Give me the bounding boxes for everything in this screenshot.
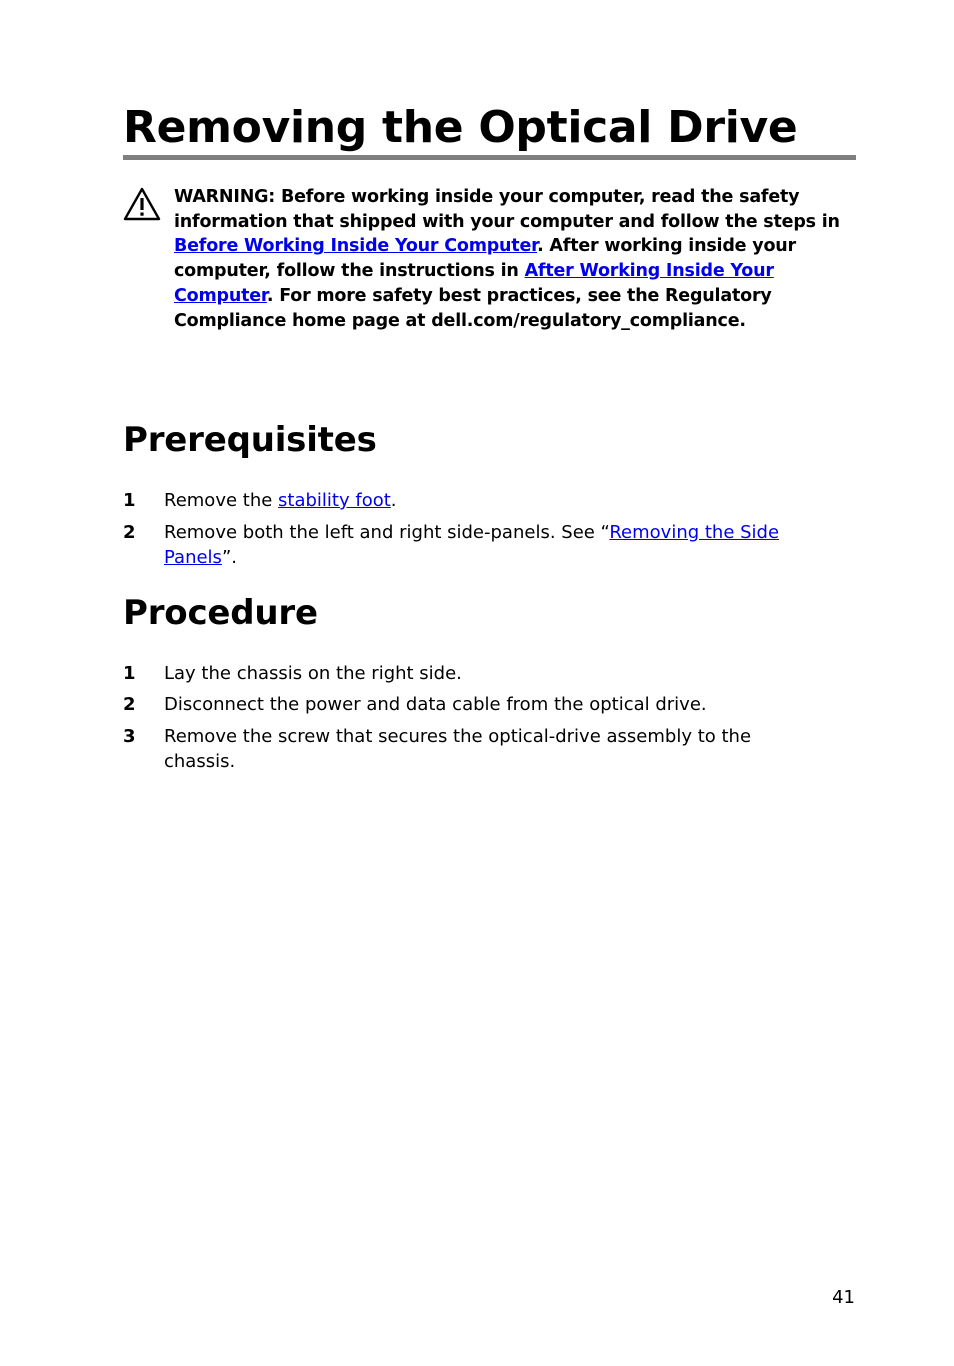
step-number: 3 <box>123 726 136 747</box>
removing-side-panels-link[interactable]: Removing the Side Panels <box>164 522 780 568</box>
warning-text-part: . For more safety best practices, see the Regulatory Compliance home page at dell.com/regulatory_compliance. <box>174 285 772 331</box>
step-text-part: . <box>390 490 397 511</box>
step-text-part: Remove the <box>164 490 279 511</box>
warning-text-part: WARNING: Before working inside your computer, read the safety information that shipped with your computer and follow the steps in <box>174 187 840 232</box>
step-text <box>164 520 804 570</box>
step-number: 1 <box>123 663 136 684</box>
warning-message <box>174 185 860 333</box>
procedure-heading: Procedure <box>123 593 318 633</box>
step-number: 2 <box>123 694 136 715</box>
warning-triangle-icon <box>123 187 161 221</box>
step-text-part: ”. <box>221 547 237 568</box>
step-text-part: Remove both the left and right side-panels. See “ <box>164 522 610 543</box>
stability-foot-link[interactable]: stability foot <box>278 490 391 511</box>
prerequisites-heading: Prerequisites <box>123 420 377 460</box>
step-number: 2 <box>123 522 136 543</box>
step-text: Remove the screw that secures the optical-drive assembly to the chassis. <box>164 726 752 772</box>
procedure-step <box>123 661 823 686</box>
before-working-inside-link[interactable]: Before Working Inside Your Computer <box>174 236 538 257</box>
prerequisite-step <box>123 488 823 513</box>
warning-text-part: . After working inside your computer, follow the instructions in <box>174 236 796 282</box>
procedure-step <box>123 692 823 717</box>
after-working-inside-link[interactable]: After Working Inside Your Computer <box>174 261 774 306</box>
step-number: 1 <box>123 490 136 511</box>
prerequisite-step <box>123 520 823 570</box>
step-text: Disconnect the power and data cable from the optical drive. <box>164 694 707 715</box>
page-title: Removing the Optical Drive <box>123 102 798 153</box>
page-number: 41 <box>832 1287 855 1308</box>
step-text: Lay the chassis on the right side. <box>164 663 462 684</box>
title-underline <box>123 155 856 160</box>
procedure-step <box>123 724 823 774</box>
step-text <box>164 488 823 513</box>
